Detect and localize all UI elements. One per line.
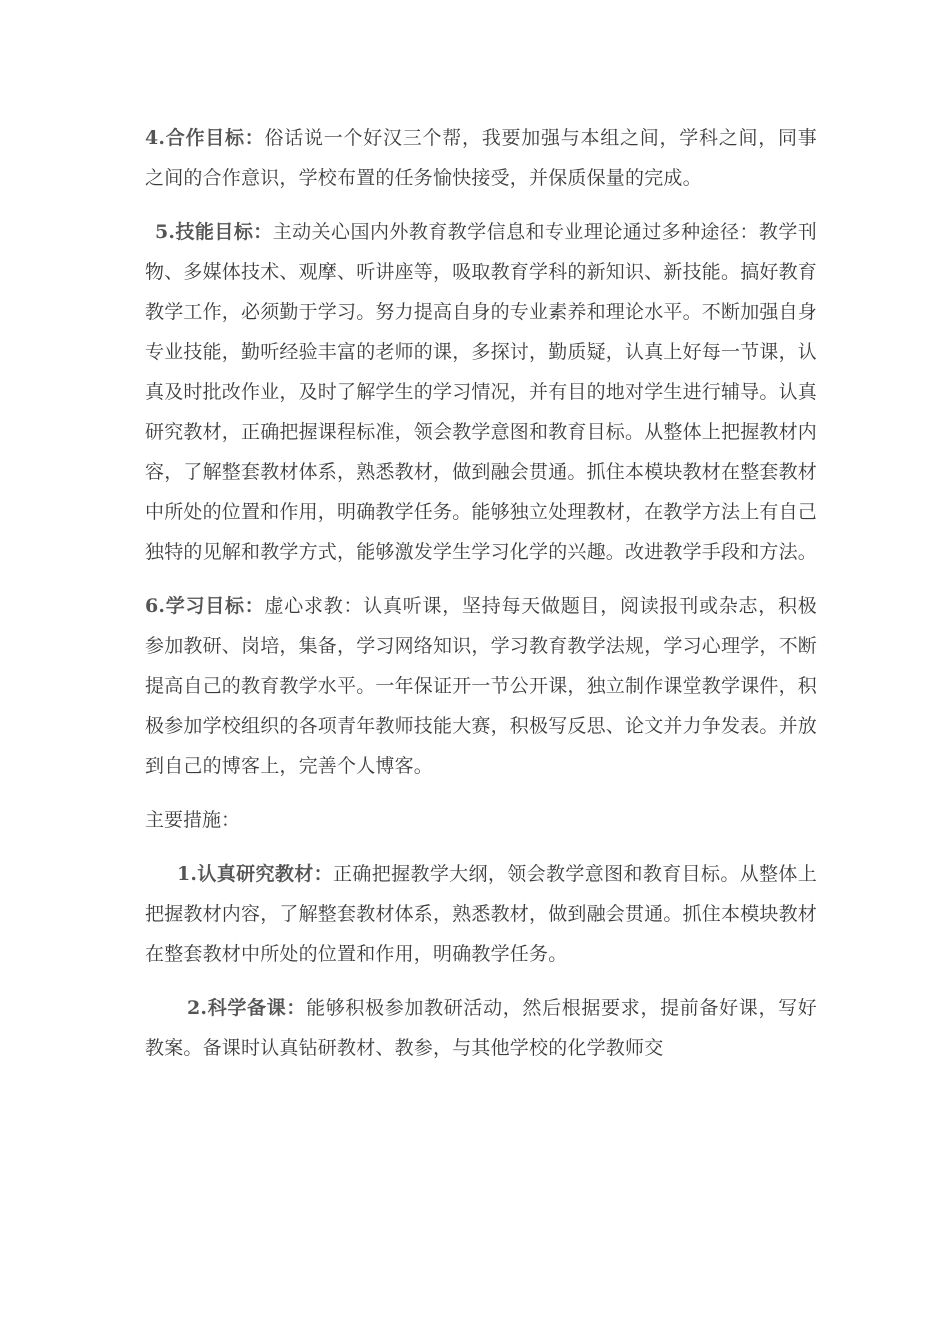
paragraph-body: 主动关心国内外教育教学信息和专业理论通过多种途径：教学刊物、多媒体技术、观摩、听讲座等，吸取教育学科的新知识、新技能。搞好教育教学工作，必须勤于学习。努力提高自身的专业素养和理论水平。不断加强自身专业技能，勤听经验丰富的老师的课，多探讨，勤质疑，认真上好每一节课，认真及时批改作业，及时了解学生的学习情况，并有目的地对学生进行辅导。认真研究教材，正确把握课程标准，领会教学意图和教育目标。从整体上把握教材内容，了解整套教材体系，熟悉教材，做到融会贯通。抓住本模块教材在整套教材中所处的位置和作用，明确教学任务。能够独立处理教材，在教学方法上有自己独特的见解和教学方式，能够激发学生学习化学的兴趣。改进教学手段和方法。 bbox=[145, 221, 818, 563]
paragraph-heading: 6.学习目标： bbox=[145, 595, 265, 617]
paragraph-heading: 1.认真研究教材： bbox=[177, 863, 333, 885]
paragraph-scientific-lesson-prep bbox=[145, 988, 817, 1068]
paragraph-skill-goal bbox=[145, 212, 817, 572]
paragraph-study-materials bbox=[145, 854, 817, 974]
document-page bbox=[145, 118, 817, 1082]
paragraph-heading: 2.科学备课： bbox=[187, 997, 307, 1019]
paragraph-body: 虚心求教：认真听课，坚持每天做题目，阅读报刊或杂志，积极参加教研、岗培，集备，学习网络知识，学习教育教学法规，学习心理学，不断提高自己的教育教学水平。一年保证开一节公开课，独立制作课堂教学课件，积极参加学校组织的各项青年教师技能大赛，积极写反思、论文并力争发表。并放到自己的博客上，完善个人博客。 bbox=[145, 595, 818, 777]
paragraph-body: 俗话说一个好汉三个帮，我要加强与本组之间，学科之间，同事之间的合作意识，学校布置的任务愉快接受，并保质保量的完成。 bbox=[145, 127, 817, 189]
paragraph-body: 能够积极参加教研活动，然后根据要求，提前备好课，写好教案。备课时认真钻研教材、教参，与其他学校的化学教师交 bbox=[145, 997, 817, 1059]
paragraph-learning-goal bbox=[145, 586, 817, 786]
paragraph-heading: 4.合作目标： bbox=[145, 127, 265, 149]
paragraph-heading: 5.技能目标： bbox=[155, 221, 273, 243]
paragraph-body: 正确把握教学大纲，领会教学意图和教育目标。从整体上把握教材内容，了解整套教材体系，熟悉教材，做到融会贯通。抓住本模块教材在整套教材中所处的位置和作用，明确教学任务。 bbox=[145, 863, 818, 965]
measures-label: 主要措施： bbox=[145, 809, 241, 831]
paragraph-cooperation-goal bbox=[145, 118, 817, 198]
